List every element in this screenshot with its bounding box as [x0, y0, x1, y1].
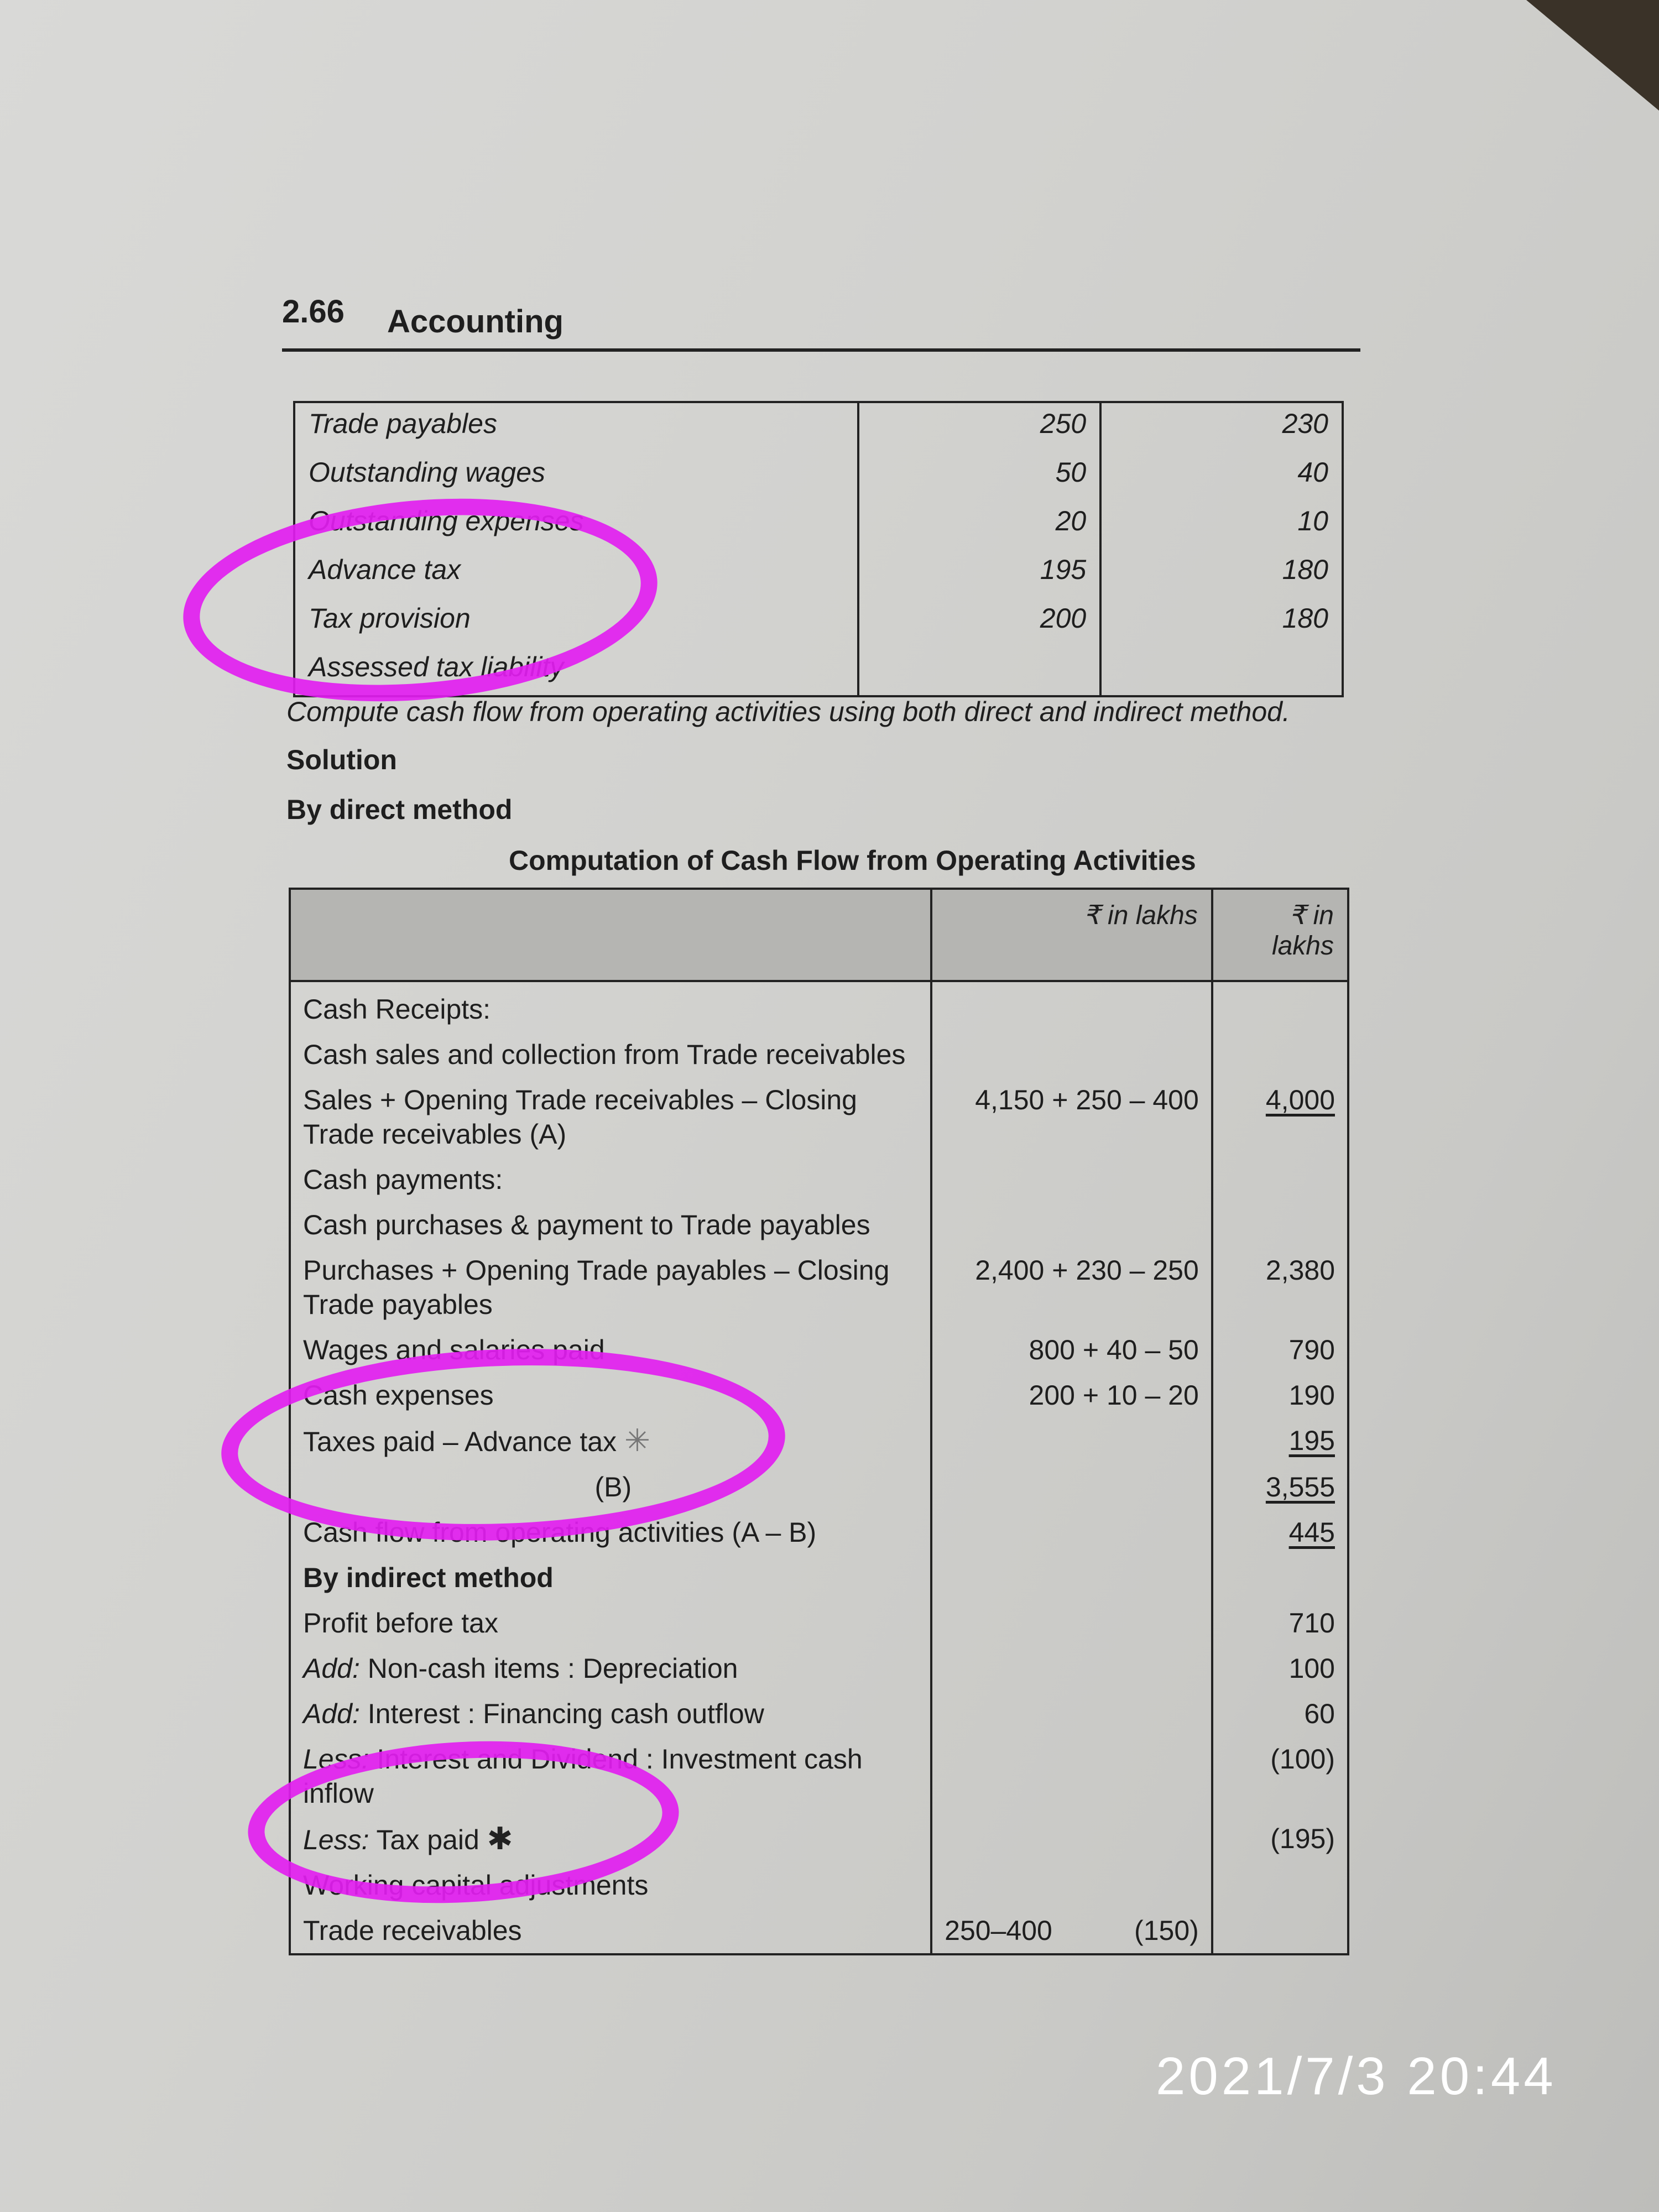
row-amount: 100 — [1288, 1653, 1335, 1684]
row-amount: 445 — [1288, 1517, 1335, 1548]
row-label: Working capital adjustments — [290, 1863, 931, 1908]
row-label: Cash purchases & payment to Trade payables — [290, 1202, 931, 1248]
photo-timestamp: 2021/7/3 20:44 — [1156, 2047, 1557, 2106]
row-calc-result: (150) — [1134, 1915, 1199, 1946]
row-label: Cash sales and collection from Trade receivables — [290, 1032, 931, 1077]
row-calc: 200 + 10 – 20 — [931, 1373, 1212, 1418]
solution-heading: Solution — [286, 744, 397, 775]
row-amount: 710 — [1288, 1608, 1335, 1639]
row-amount: 195 — [1288, 1425, 1335, 1456]
table-row — [294, 402, 1343, 452]
header-rule — [282, 348, 1360, 352]
row-prefix: Less: — [303, 1744, 369, 1775]
row-value — [1100, 646, 1343, 696]
row-label: Wages and salaries paid — [290, 1327, 931, 1373]
row-value: 10 — [1297, 505, 1328, 536]
row-value: 195 — [858, 549, 1100, 598]
row-value: 200 — [858, 598, 1100, 646]
row-label: Tax provision — [294, 598, 858, 646]
table-title: Computation of Cash Flow from Operating Activities — [509, 845, 1196, 876]
row-amount: 790 — [1288, 1334, 1335, 1365]
chapter-title: Accounting — [387, 304, 564, 340]
row-label: Assessed tax liability — [294, 646, 858, 696]
question-text: Compute cash flow from operating activities using both direct and indirect method. — [286, 696, 1290, 727]
row-value: 40 — [1297, 457, 1328, 488]
row-label: Cash flow from operating activities (A – B) — [290, 1510, 931, 1555]
row-amount — [1212, 981, 1348, 1032]
row-label: Advance tax — [294, 549, 858, 598]
row-calc: 250–400 — [945, 1915, 1052, 1946]
row-label: Sales + Opening Trade receivables – Closing Trade receivables (A) — [290, 1077, 931, 1157]
row-label: Interest and Dividend : Investment cash inflow — [303, 1744, 863, 1809]
row-value: 180 — [1282, 603, 1328, 634]
row-amount: 4,000 — [1265, 1084, 1335, 1115]
row-calc — [931, 1600, 1212, 1646]
row-calc — [931, 1464, 1212, 1510]
row-label: Trade payables — [294, 402, 858, 452]
row-amount: 2,380 — [1265, 1255, 1335, 1286]
row-calc — [931, 1555, 1212, 1600]
row-calc — [931, 1510, 1212, 1555]
row-calc — [931, 1863, 1212, 1908]
row-label: Cash Receipts: — [290, 981, 931, 1032]
row-amount — [1212, 1032, 1348, 1077]
row-calc — [931, 981, 1212, 1032]
row-label: Cash expenses — [290, 1373, 931, 1418]
row-amount: 3,555 — [1265, 1472, 1335, 1503]
row-label: Non-cash items : Depreciation — [367, 1653, 738, 1684]
table-row — [290, 1600, 1348, 1646]
row-calc — [931, 1157, 1212, 1202]
row-amount: (100) — [1270, 1744, 1335, 1775]
row-calc-cell — [931, 1908, 1212, 1954]
table-row — [290, 1157, 1348, 1202]
table-row — [290, 981, 1348, 1032]
table-row — [290, 1908, 1348, 1954]
row-amount — [1212, 1555, 1348, 1600]
row-label-cell — [290, 1646, 931, 1691]
row-value: 20 — [858, 500, 1100, 549]
table-row — [294, 452, 1343, 500]
row-calc: 4,150 + 250 – 400 — [931, 1077, 1212, 1157]
row-amount — [1212, 1863, 1348, 1908]
row-amount: 190 — [1288, 1380, 1335, 1411]
header-blank — [290, 889, 931, 981]
row-calc — [931, 1202, 1212, 1248]
row-label: Tax paid — [376, 1824, 479, 1855]
page-header — [282, 288, 1360, 359]
row-amount — [1212, 1202, 1348, 1248]
row-label: Outstanding wages — [294, 452, 858, 500]
asterisk-mark-icon: ✱ — [487, 1821, 513, 1856]
row-label: By indirect method — [290, 1555, 931, 1600]
row-label: Outstanding expenses — [294, 500, 858, 549]
row-prefix: Add: — [303, 1698, 360, 1729]
row-label: (B) — [290, 1464, 931, 1510]
page-number: 2.66 — [282, 294, 345, 330]
table-row — [290, 1032, 1348, 1077]
table-row — [290, 1646, 1348, 1691]
row-calc: 2,400 + 230 – 250 — [931, 1248, 1212, 1327]
table-row — [290, 1202, 1348, 1248]
table-row — [290, 1555, 1348, 1600]
header-col2: ₹ in lakhs — [931, 889, 1212, 981]
row-value — [858, 646, 1100, 696]
row-calc — [931, 1736, 1212, 1816]
row-label: Interest : Financing cash outflow — [367, 1698, 764, 1729]
table-row — [290, 1691, 1348, 1736]
row-calc — [931, 1646, 1212, 1691]
row-value: 230 — [1282, 408, 1328, 439]
row-amount — [1212, 1908, 1348, 1954]
row-label-cell — [290, 1691, 931, 1736]
row-calc — [931, 1032, 1212, 1077]
row-amount: 60 — [1304, 1698, 1335, 1729]
row-value: 180 — [1282, 554, 1328, 585]
direct-method-heading: By direct method — [286, 794, 513, 825]
row-label: Taxes paid – Advance tax — [303, 1426, 617, 1457]
table-row — [290, 1248, 1348, 1327]
row-value: 50 — [858, 452, 1100, 500]
row-amount: (195) — [1270, 1823, 1335, 1854]
row-prefix: Add: — [303, 1653, 360, 1684]
row-calc — [931, 1816, 1212, 1863]
row-calc — [931, 1418, 1212, 1464]
header-col3: ₹ in lakhs — [1212, 889, 1348, 981]
row-label: Trade receivables — [290, 1908, 931, 1954]
star-mark-icon: ✳ — [624, 1423, 650, 1458]
row-calc: 800 + 40 – 50 — [931, 1327, 1212, 1373]
row-label: Profit before tax — [290, 1600, 931, 1646]
row-amount — [1212, 1157, 1348, 1202]
row-label: Cash payments: — [290, 1157, 931, 1202]
row-prefix: Less: — [303, 1824, 369, 1855]
row-label: Purchases + Opening Trade payables – Closing Trade payables — [290, 1248, 931, 1327]
row-calc — [931, 1691, 1212, 1736]
table-header-row — [290, 889, 1348, 981]
row-value: 250 — [858, 402, 1100, 452]
table-row — [290, 1077, 1348, 1157]
